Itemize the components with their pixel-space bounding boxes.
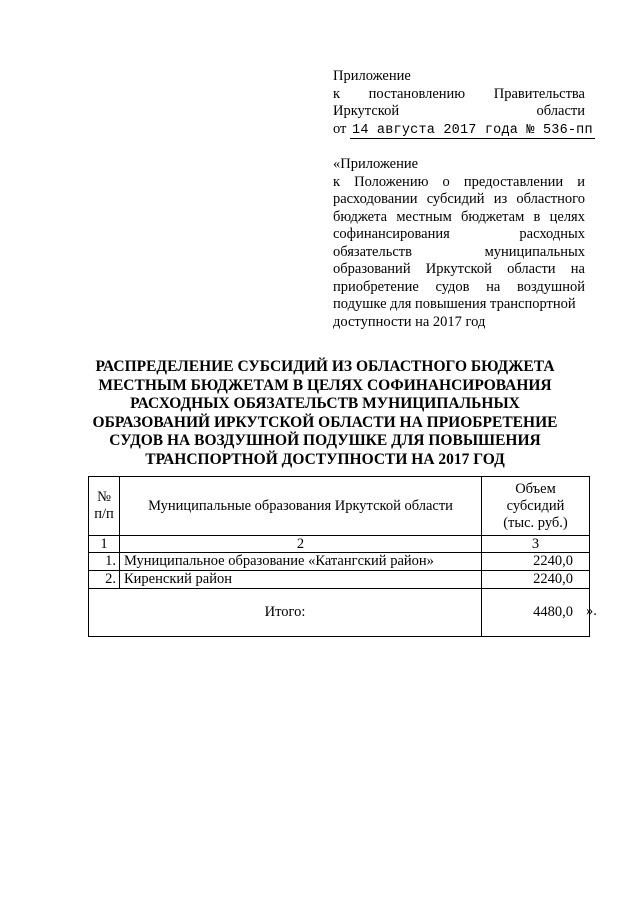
word: воздушной	[516, 278, 585, 295]
annex2-line	[333, 226, 585, 244]
heading-line: МЕСТНЫМ БЮДЖЕТАМ В ЦЕЛЯХ СОФИНАНСИРОВАНИЯ	[98, 376, 552, 394]
row-number: 1.	[89, 553, 120, 571]
heading-line: РАСХОДНЫХ ОБЯЗАТЕЛЬСТВ МУНИЦИПАЛЬНЫХ	[130, 395, 520, 413]
annex2-line	[333, 174, 585, 192]
column-number: 3	[482, 536, 590, 553]
word: из	[493, 191, 508, 207]
annex2-line	[333, 244, 585, 262]
word: в	[533, 208, 541, 225]
total-label: Итого:	[89, 589, 482, 637]
annex2-line	[333, 209, 585, 227]
column-number: 1	[89, 536, 120, 553]
word: и	[577, 173, 585, 190]
table-total-row	[89, 589, 590, 637]
word: областного	[516, 191, 585, 207]
subsidy-table	[88, 476, 590, 637]
heading-line: РАСПРЕДЕЛЕНИЕ СУБСИДИЙ ИЗ ОБЛАСТНОГО БЮДЖЕТА	[95, 358, 555, 375]
word: бюджетам	[461, 208, 525, 225]
row-value: 2240,0	[482, 571, 590, 589]
annex-line-2	[333, 86, 585, 104]
word: целях	[549, 208, 585, 225]
annex2-line	[333, 279, 585, 297]
row-municipality: Муниципальное образование «Катангский район»	[120, 553, 482, 571]
word: предоставлении	[463, 173, 564, 190]
word: к	[333, 173, 341, 190]
word: на	[570, 261, 585, 277]
table-row	[89, 553, 590, 571]
annex-line-3	[333, 103, 585, 121]
word: Положению	[354, 173, 429, 190]
table-numbering-row	[89, 536, 590, 553]
word: местным	[396, 208, 452, 225]
word: области	[507, 261, 556, 277]
word: бюджета	[333, 208, 388, 225]
word: о	[442, 173, 450, 190]
word: приобретение	[333, 278, 419, 295]
row-number: 2.	[89, 571, 120, 589]
total-value: 4480,0	[482, 589, 590, 637]
word: постановлению	[368, 85, 466, 102]
annex2-line	[333, 261, 585, 279]
word: расходных	[519, 226, 585, 242]
annex-header-regulation	[333, 156, 585, 331]
header-text: субсидий	[506, 497, 565, 514]
date-stamp: 14 августа 2017 года № 536-пп	[352, 122, 593, 138]
header-number	[89, 477, 120, 536]
table-row	[89, 571, 590, 589]
document-heading	[90, 358, 560, 470]
closing-quote-mark: ».	[586, 603, 597, 619]
annex-header-government	[333, 68, 593, 139]
header-text: №	[97, 489, 111, 505]
annex-date-line	[333, 120, 593, 140]
word: расходовании	[333, 191, 418, 207]
header-text: п/п	[94, 506, 114, 522]
word: Правительства	[493, 85, 585, 102]
date-prefix: от	[333, 120, 347, 137]
heading-line: СУДОВ НА ВОЗДУШНОЙ ПОДУШКЕ ДЛЯ ПОВЫШЕНИЯ	[109, 432, 541, 450]
word: области	[536, 103, 585, 119]
word: Иркутской	[333, 103, 400, 119]
header-text: (тыс. руб.)	[503, 514, 568, 531]
header-volume	[482, 477, 590, 536]
word: муниципальных	[484, 243, 585, 260]
word: к	[333, 85, 341, 102]
word: судов	[435, 278, 470, 295]
word: обязательств	[333, 243, 412, 260]
word: Иркутской	[425, 261, 492, 277]
annex-title: Приложение	[333, 68, 411, 84]
word: субсидий	[426, 191, 485, 207]
annex2-line: доступности на 2017 год	[333, 313, 486, 330]
header-municipality: Муниципальные образования Иркутской области	[120, 477, 482, 536]
heading-line: ОБРАЗОВАНИЙ ИРКУТСКОЙ ОБЛАСТИ НА ПРИОБРЕТЕНИЕ	[92, 413, 558, 431]
annex2-line	[333, 191, 585, 209]
row-value: 2240,0	[482, 553, 590, 571]
annex2-line: «Приложение	[333, 156, 419, 172]
row-municipality: Киренский район	[120, 571, 482, 589]
heading-line: ТРАНСПОРТНОЙ ДОСТУПНОСТИ НА 2017 ГОД	[145, 450, 505, 468]
word: на	[486, 278, 501, 295]
table-header-row	[89, 477, 590, 536]
word: софинансирования	[333, 226, 450, 242]
annex2-line: подушке для повышения транспортной	[333, 296, 576, 312]
word: образований	[333, 261, 411, 277]
header-text: Объем	[515, 480, 556, 497]
column-number: 2	[120, 536, 482, 553]
